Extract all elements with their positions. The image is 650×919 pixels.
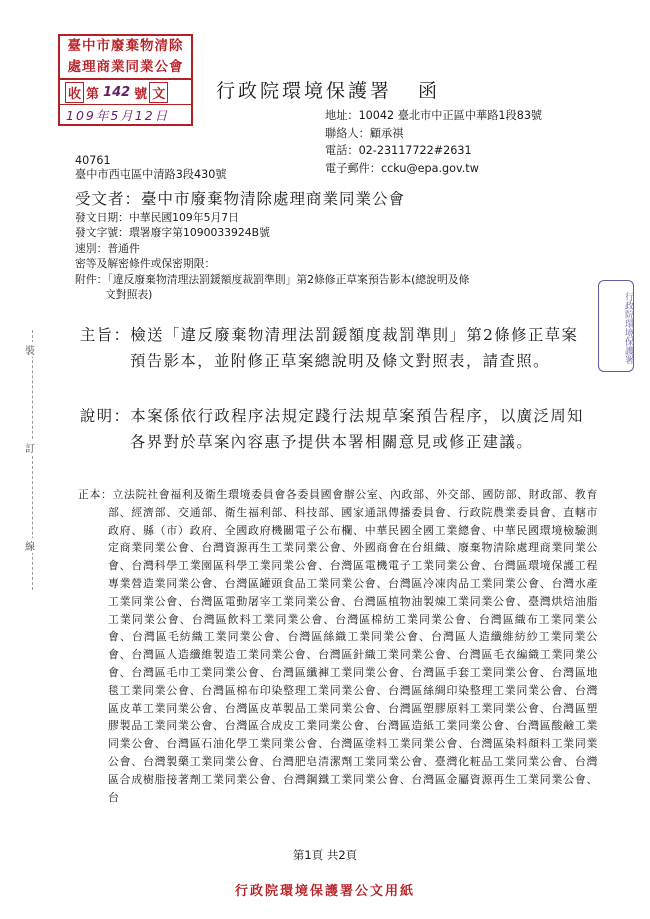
- attachment: 附件：「違反廢棄物清理法罰鍰額度裁罰準則」第2條修正草案預告影本(總說明及條: [75, 272, 470, 286]
- page-number: 第1頁 共2頁: [292, 848, 358, 862]
- explanation-section: [80, 403, 595, 455]
- copies-text: 立法院社會福利及衛生環境委員會各委員國會辦公室、內政部、外交部、國防部、財政部、教育部、經濟部、交通部、衛生福利部、科技部、國家通訊傳播委員會、行政院農業委員會、直轄市政府、縣（市）政府、全國政府機關電子公布欄、中華民國全國工業總會、中華民國環境檢驗測定商業同業公會、台灣資源再生工業同業公會、外國商會在台組織、廢棄物清除處理商業同業公會、台灣科學工業園區科學工業同業公會、台灣區電機電子工業同業公會、台灣區環境保護工程專業營造業同業公會、台灣區罐頭食品工業同業公會、台灣區冷凍肉品工業同業公會、台灣水產工業同業公會、台灣區電動屠宰工業同業公會、台灣區植物油製煉工業同業公會、臺灣烘焙油脂工業同業公會、台灣區飲料工業同業公會、台灣區棉紡工業同業公會、台灣區織布工業同業公會、台灣區毛紡織工業同業公會、台灣區絲織工業同業公會、台灣區人造纖維紡紗工業同業公會、台灣區人造纖維製造工業同業公會、台灣區針織工業同業公會、台灣區毛衣編織工業同業公會、台灣區毛巾工業同業公會、台灣區纖褲工業同業公會、台灣區手套工業同業公會、台灣區地毯工業同業公會、台灣區棉布印染整理工業同業公會、台灣區絲綢印染整理工業同業公會、台灣區皮革工業同業公會、台灣區皮革製品工業同業公會、台灣區塑膠原料工業同業公會、台灣區塑膠製品工業同業公會、台灣區合成皮工業同業公會、台灣區造紙工業同業公會、台灣區酸鹼工業同業公會、台灣區石油化學工業同業公會、台灣區塗料工業同業公會、台灣區染料顏料工業同業公會、台灣製藥工業同業公會、台灣肥皂清潔劑工業同業公會、臺灣化粧品工業同業公會、台灣區合成樹脂接著劑工業同業公會、台灣鋼鐵工業同業公會、台灣區金屬資源再生工業同業公會、台: [108, 488, 598, 804]
- issue-date: 發文日期：中華民國109年5月7日: [75, 211, 239, 224]
- stamp-line-1: 臺中市廢棄物清除: [67, 38, 184, 54]
- stamp-recv-doc: 文: [149, 82, 168, 103]
- gist-section: [80, 322, 595, 374]
- stamp-recv-unit: 號: [134, 86, 148, 102]
- contact-email: 電子郵件：ccku@epa.gov.tw: [325, 161, 479, 175]
- contact-address: 地址：10042 臺北市中正區中華路1段83號: [325, 109, 543, 122]
- copies-section: [78, 486, 598, 806]
- contact-phone: 電話：02-23117722#2631: [325, 144, 472, 157]
- stamp-recv-mid: 第: [86, 86, 100, 102]
- attachment-cont: 文對照表): [105, 288, 153, 302]
- binding-mark-top: 裝: [25, 342, 39, 357]
- doc-type: 函: [418, 80, 441, 102]
- postal-code: 40761: [75, 154, 111, 167]
- stamp-recv-label: 收: [65, 82, 84, 103]
- security-level: 密等及解密條件或保密期限：: [75, 257, 216, 271]
- binding-mark-middle: 訂: [25, 440, 39, 455]
- postal-address: 臺中市西屯區中清路3段430號: [75, 168, 227, 181]
- delivery-speed: 速別：普通件: [75, 241, 140, 255]
- stamp-date: 109年5月12日: [60, 104, 191, 127]
- recipient: 受文者：臺中市廢棄物清除處理商業同業公會: [75, 190, 406, 208]
- postal-block: [75, 154, 227, 182]
- contact-block: [325, 107, 542, 177]
- contact-person: 聯絡人：顧承祺: [325, 126, 404, 140]
- explanation-label: 說明：: [80, 407, 131, 425]
- paper-footer: 行政院環境保護署公文用紙: [234, 884, 415, 899]
- copies-label: 正本：: [78, 488, 113, 501]
- stamp-receipt-row: [60, 78, 191, 104]
- stamp-line-2: 處理商業同業公會: [67, 59, 184, 75]
- agency-header: [216, 76, 440, 103]
- received-stamp: [58, 34, 193, 126]
- binding-mark-bottom: 線: [25, 538, 39, 553]
- agency-name: 行政院環境保護署: [216, 80, 393, 102]
- agency-seal: 行政院環境保護署: [598, 280, 634, 372]
- stamp-recv-number: 142: [103, 84, 131, 100]
- gist-label: 主旨：: [80, 326, 131, 344]
- gist-text: 檢送「違反廢棄物清理法罰鍰額度裁罰準則」第2條修正草案預告影本，並附修正草案總說明及條文對照表，請查照。: [130, 326, 579, 370]
- document-meta: [75, 210, 469, 302]
- doc-number: 發文字號：環署廢字第1090033924B號: [75, 226, 270, 240]
- explanation-text: 本案係依行政程序法規定踐行法規草案預告程序，以廣泛周知各界對於草案內容惠予提供本署相關意見或修正建議。: [130, 407, 584, 451]
